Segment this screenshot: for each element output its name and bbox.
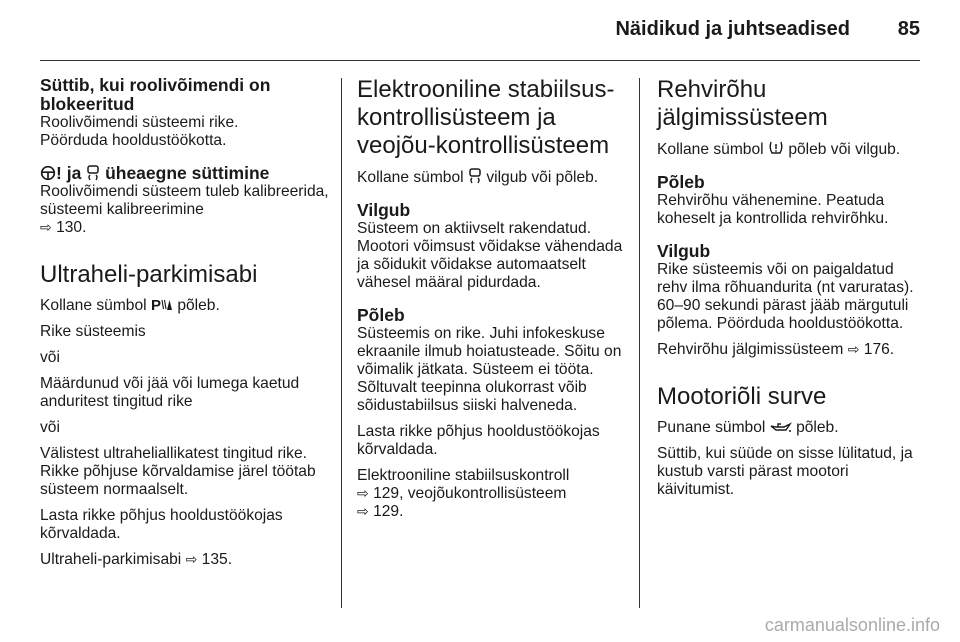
heading-steering-blocked: Süttib, kui roolivõimendi on blokeeritud	[40, 75, 271, 114]
heading-lit: Põleb	[357, 305, 405, 325]
text-esc-symbol	[357, 168, 623, 187]
page-ref-129-b-text: 129.	[373, 503, 404, 520]
tpms-symbol-post: põleb või vilgub.	[788, 141, 901, 158]
heading-both-and: ja	[66, 163, 82, 183]
text-or-1: või	[40, 349, 60, 366]
text-tpms-flashes: Rike süsteemis või on paigaldatud rehv ilma rõhuandurita (nt varuratas). 60–90 sekundi pärast jääb märgutuli põlema. Pöörduda hooldustöökotta.	[657, 261, 914, 332]
header-divider	[40, 60, 920, 61]
skidding-car-icon	[468, 168, 482, 184]
page-ref-130-text: 130.	[56, 219, 87, 236]
page-ref-arrow-icon: ⇨	[357, 486, 369, 502]
text-oil-symbol	[657, 419, 923, 437]
heading-tpms-flashes: Vilgub	[657, 241, 711, 261]
uss-symbol-pre: Kollane sümbol	[40, 297, 147, 314]
uss-ref-pre: Ultraheli-parkimisabi	[40, 551, 182, 568]
column-3	[657, 76, 923, 499]
text-steering-workshop: Pöörduda hooldustöökotta.	[40, 132, 227, 149]
oil-symbol-pre: Punane sümbol	[657, 419, 766, 436]
uss-symbol-post: põleb.	[177, 297, 220, 314]
text-esc-flashes: Süsteem on aktiivselt rakendatud. Mootori võimsust võidakse vähendada ja sõidukit võidakse automaatselt vähesel määral pidurdada.	[357, 220, 623, 291]
page-ref-arrow-icon: ⇨	[357, 504, 369, 520]
text-esc-workshop: Lasta rikke põhjus hooldustöökojas kõrvaldada.	[357, 423, 600, 458]
tpms-symbol-pre: Kollane sümbol	[657, 141, 764, 158]
text-calibration: Roolivõimendi süsteem tuleb kalibreerida, süsteemi kalibreerimine	[40, 183, 329, 218]
text-steering-fault: Roolivõimendi süsteemi rike.	[40, 114, 239, 131]
exclamation-label: !	[56, 163, 62, 183]
text-tpms-ref[interactable]	[657, 341, 923, 359]
text-uss-workshop: Lasta rikke põhjus hooldustöökojas kõrvaldada.	[40, 507, 283, 542]
page-header-title: Näidikud ja juhtseadised	[615, 18, 850, 40]
page-number: 85	[897, 18, 920, 40]
page-ref-arrow-icon: ⇨	[847, 342, 860, 358]
tire-pressure-icon	[768, 140, 784, 156]
text-uss-fault: Rike süsteemis	[40, 323, 146, 340]
esc-symbol-pre: Kollane sümbol	[357, 169, 464, 186]
text-uss-symbol	[40, 297, 330, 315]
svg-text:P: P	[150, 297, 161, 312]
column-1	[40, 76, 330, 569]
page-ref-arrow-icon: ⇨	[185, 552, 198, 568]
page-ref-129-a-text: 129, veojõukontrollisüsteem	[373, 485, 567, 502]
esc-symbol-post: vilgub või põleb.	[486, 169, 599, 186]
page-ref-129-b[interactable]	[357, 503, 623, 521]
oil-can-icon	[770, 422, 792, 434]
heading-tpms: Rehvirõhu jälgimissüsteem	[657, 76, 828, 131]
column-divider-1	[341, 78, 342, 608]
heading-both-tail: üheaegne süttimine	[105, 163, 270, 183]
tpms-ref-pre: Rehvirõhu jälgimissüsteem	[657, 341, 844, 358]
heading-both-lit	[40, 164, 330, 183]
column-divider-2	[639, 78, 640, 608]
page-ref-135-text: 135.	[201, 551, 233, 568]
text-esc-lit: Süsteemis on rike. Juhi infokeskuse ekraanile ilmub hoiatusteade. Sõitu on võimalik jätkata. Süsteem ei tööta. Sõltuvalt teepinna olukorrast võib sõidustabiilsus siiski halveneda.	[357, 325, 622, 414]
page-ref-arrow-icon: ⇨	[40, 220, 52, 236]
page-ref-129-a[interactable]	[357, 485, 623, 503]
watermark: carmanualsonline.info	[764, 615, 940, 635]
text-dirty-sensors: Määrdunud või jää või lumega kaetud anduritest tingitud rike	[40, 375, 300, 410]
text-tpms-lit: Rehvirõhu vähenemine. Peatuda koheselt ja kontrollida rehvirõhku.	[657, 192, 889, 227]
text-uss-ref[interactable]	[40, 551, 330, 569]
heading-ultrasonic-parking: Ultraheli-parkimisabi	[40, 261, 258, 288]
text-tpms-symbol	[657, 140, 923, 159]
page-ref-130[interactable]	[40, 219, 330, 237]
oil-symbol-post: põleb.	[796, 419, 839, 436]
text-esc-ref-title: Elektrooniline stabiilsuskontroll	[357, 467, 570, 484]
column-2	[357, 76, 623, 521]
text-external-sources: Välistest ultraheliallikatest tingitud rike. Rikke põhjuse kõrvaldamise järel töötab süsteem normaalselt.	[40, 445, 316, 498]
steering-wheel-icon	[40, 165, 56, 181]
heading-flashes: Vilgub	[357, 200, 411, 220]
heading-tpms-lit: Põleb	[657, 172, 705, 192]
heading-oil-pressure: Mootoriõli surve	[657, 383, 827, 410]
skidding-car-icon	[86, 165, 100, 181]
parking-assist-icon	[151, 297, 173, 312]
text-or-2: või	[40, 419, 60, 436]
text-oil-behavior: Süttib, kui süüde on sisse lülitatud, ja kustub varsti pärast mootori käivitumist.	[657, 445, 913, 498]
page-ref-176-text: 176.	[863, 341, 895, 358]
heading-esc-tc: Elektrooniline stabiilsus-kontrollisüsteem ja veojõu-kontrollisüsteem	[357, 76, 615, 159]
